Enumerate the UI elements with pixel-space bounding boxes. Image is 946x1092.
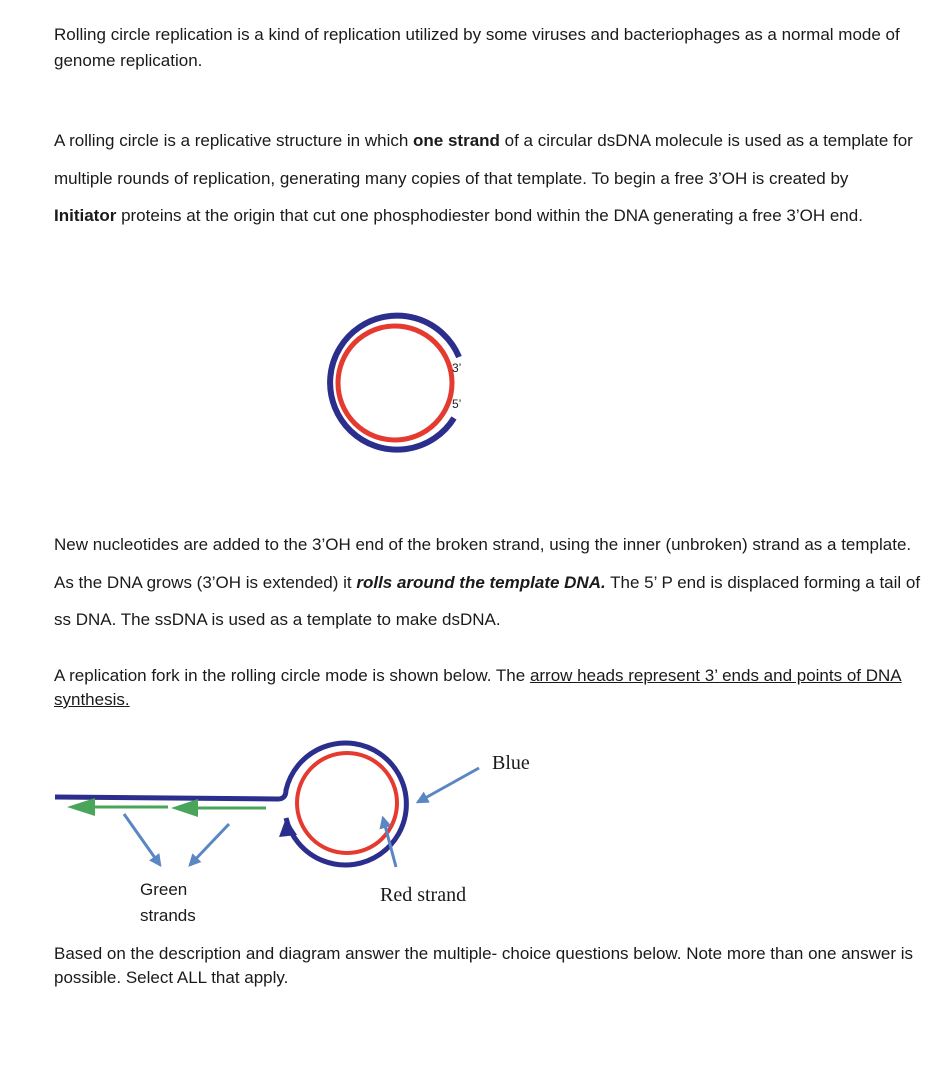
- pointer-arrow-blue: [418, 768, 479, 802]
- label-green-line-1: Green: [140, 880, 188, 899]
- p4-underlined: arrow heads represent 3’ ends and points of DNA synthesis: [54, 666, 902, 709]
- inner-red-strand: [338, 326, 452, 440]
- replication-fork-paragraph: [54, 664, 914, 712]
- p3-bold-italic: rolls around the template DNA.: [356, 572, 606, 592]
- pointer-arrow-green-1: [124, 814, 160, 865]
- intro-paragraph: Rolling circle replication is a kind of replication utilized by some viruses and bacteriophages as a normal mode of genome replication.: [54, 25, 900, 70]
- label-red-strand: Red strand: [380, 884, 467, 906]
- instructions-paragraph: Based on the description and diagram answer the multiple- choice questions below. Note more than one answer is possible. Select ALL that apply.: [54, 944, 913, 987]
- p4-text-1: A replication fork in the rolling circle mode is shown below. The: [54, 666, 530, 685]
- blue-strand-tail-and-circle: [55, 743, 406, 865]
- nicked-circle-diagram: [330, 316, 461, 450]
- p2-text-3: proteins at the origin that cut one phosphodiester bond within the DNA generating a free 3’OH end.: [116, 206, 863, 225]
- p2-text-2: of a circular dsDNA molecule is used as a template for multiple rounds of replication, generating many copies of that template. To begin a free 3’OH is created by: [54, 131, 913, 188]
- p3-text-1: New nucleotides are added to the 3’OH end of the broken strand, using the inner (unbroken) strand as a template. As the DNA grows (3’OH is extended) it: [54, 535, 912, 592]
- green-strand-2-arrowhead: [171, 799, 198, 817]
- replication-fork-diagram: [55, 743, 530, 925]
- p2-bold-initiator: Initiator: [54, 206, 117, 225]
- p2-text-1: A rolling circle is a replicative structure in which: [54, 131, 414, 150]
- p2-bold-one-strand: one strand: [413, 131, 500, 150]
- elongation-paragraph: [54, 526, 924, 639]
- red-strand-circle: [297, 753, 397, 853]
- label-blue: Blue: [492, 752, 530, 774]
- label-green-line-2: strands: [140, 906, 196, 925]
- pointer-arrow-green-2: [190, 824, 229, 865]
- label-3-prime: 3’: [452, 361, 462, 375]
- green-strand-1-arrowhead: [67, 798, 95, 816]
- p3-text-2: The 5’ P end is displaced forming a tail of ss DNA. The ssDNA is used as a template to make dsDNA.: [54, 572, 921, 629]
- outer-blue-strand-broken: [330, 316, 462, 450]
- p4-underlined-period: .: [124, 690, 130, 709]
- label-5-prime: 5’: [452, 397, 462, 411]
